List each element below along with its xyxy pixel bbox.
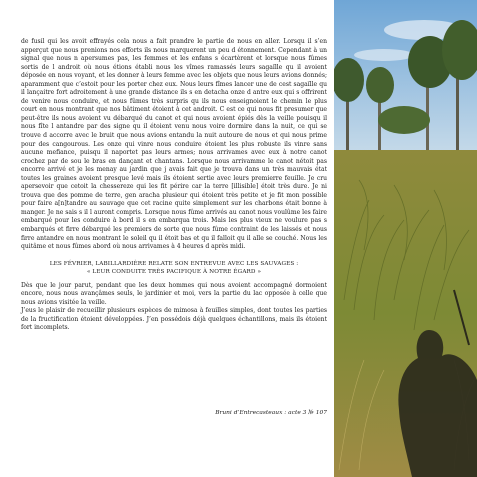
section-heading-line1: LES FÉVRIER, LABILLARDIÈRE RELATE SON ENTREVUE AVEC LES SAUVAGES :: [49, 260, 299, 267]
section-heading: [21, 260, 327, 276]
body-paragraph: Dès que le jour parut, pendant que les deux hommes qui nous avoient accompagné dormoient encore, nous nous avançâmes seuls, le jardinier et moi, vers la partie du lac opposée à celle que nous avions visitée la veille.: [21, 281, 327, 306]
page-caption: Bruni d’Entrecasteaux : acte 3 № 107: [215, 410, 327, 416]
body-paragraph: de fusil qui les avoit effrayés cela nous a fait prandre le partie de nous en aller. Lorsqu il s’en apperçut que nous prenions nos efforts ils nous marquerent un peu d étonnement. Cependant à un signal que nous n apersumes pas, les femmes et les enfans s écartèrent et lorsque nous fûmes sortis de l androit où nous étions établi nous les vîmes ramassés leurs sagaïlle qu il avoient déposée en nous voyant, et les donner à leurs femme avec les objets que nous leurs avions donnés; aparamment que c’estoit pour les porter chez eux. Nous leurs fîmes lancer une de cest sagaïlle qu il lançaitre fort adroitement à une grande distance ils s en detacha onze d antre eux qui s offrirent de venire nous conduire, et nous fûmes très surpris qu ils nous enseignoient le chemin le plus court en nous montrant que nos bâtiment étoient à cet androit. C est ce qui nous fit presumer que peut-être ils nous avoient vu débarqué du canot et qui nous avoient épiés dès la veille pouisqu il nous fîte l antandre par des signe qu il étoient venu nous voire dormire dans la nuit, ce qui se trouve d accorre avec le bruit que nous avions entandu la nuit autoure de nous et qui nous prime pour des cangourous. Les onze qui vinre nous conduire étoient les plus robuste ils vinre sans aucune mefiance, puisqu il naportet pas leurs armes; nous arrivames avec eux à notre canot crochez par de sou le bras en dançant et chantans. Lorsque nous arrivamme le canot nétoit pas encorre arrivé et je les menay au jardin que j avais fait que je trouva dans un très mauvais état toutes les graines avoient presque levé mais ils étoient sertie avec leurs premierre feuille. Je cru apersevoir que cetoit la chessereze qui les fit périre car la terre [illisible] étoit très dure. Je ni trouva que des pomme de terre, gen aracha plusieur qui étoient très petite et je fit mon possible pour faire a[n]tandre au sauvage que cet racine quite simplement sur les charbons était bonne à manger. Je ne sais s il l auront compris. Lorsque nous fûme arrivés au canot nous voulûme les faire embarqué pour les conduire à bord il s en embarqua trois. Mais les plus vieux ne voulure pas s embarqués et firre débarqué les premiers de sorte que nous fûme contraint de les laissés et nous firre antandre en nous montrant le soleil qu il étoit bas et qu il falloit qu il alle se couché. Nous les quitâme et nous fûmes abord où nous arrivames à 4 heures d après midi.: [21, 38, 327, 251]
section-heading-line2: « LEUR CONDUITE TRÈS PACIFIQUE À NOTRE ÉGARD »: [86, 268, 262, 275]
text-column: [21, 38, 327, 333]
landscape-photo-illustration: [334, 0, 477, 477]
body-paragraph: J’eus le plaisir de recueillir plusieurs espèces de mimosa à feuilles simples, dont toutes les parties de la fructification étoient développées. J’en possédois déjà quelques échantillons, mais ils étoient fort incomplets.: [21, 307, 327, 332]
landscape-photo: [334, 0, 477, 477]
